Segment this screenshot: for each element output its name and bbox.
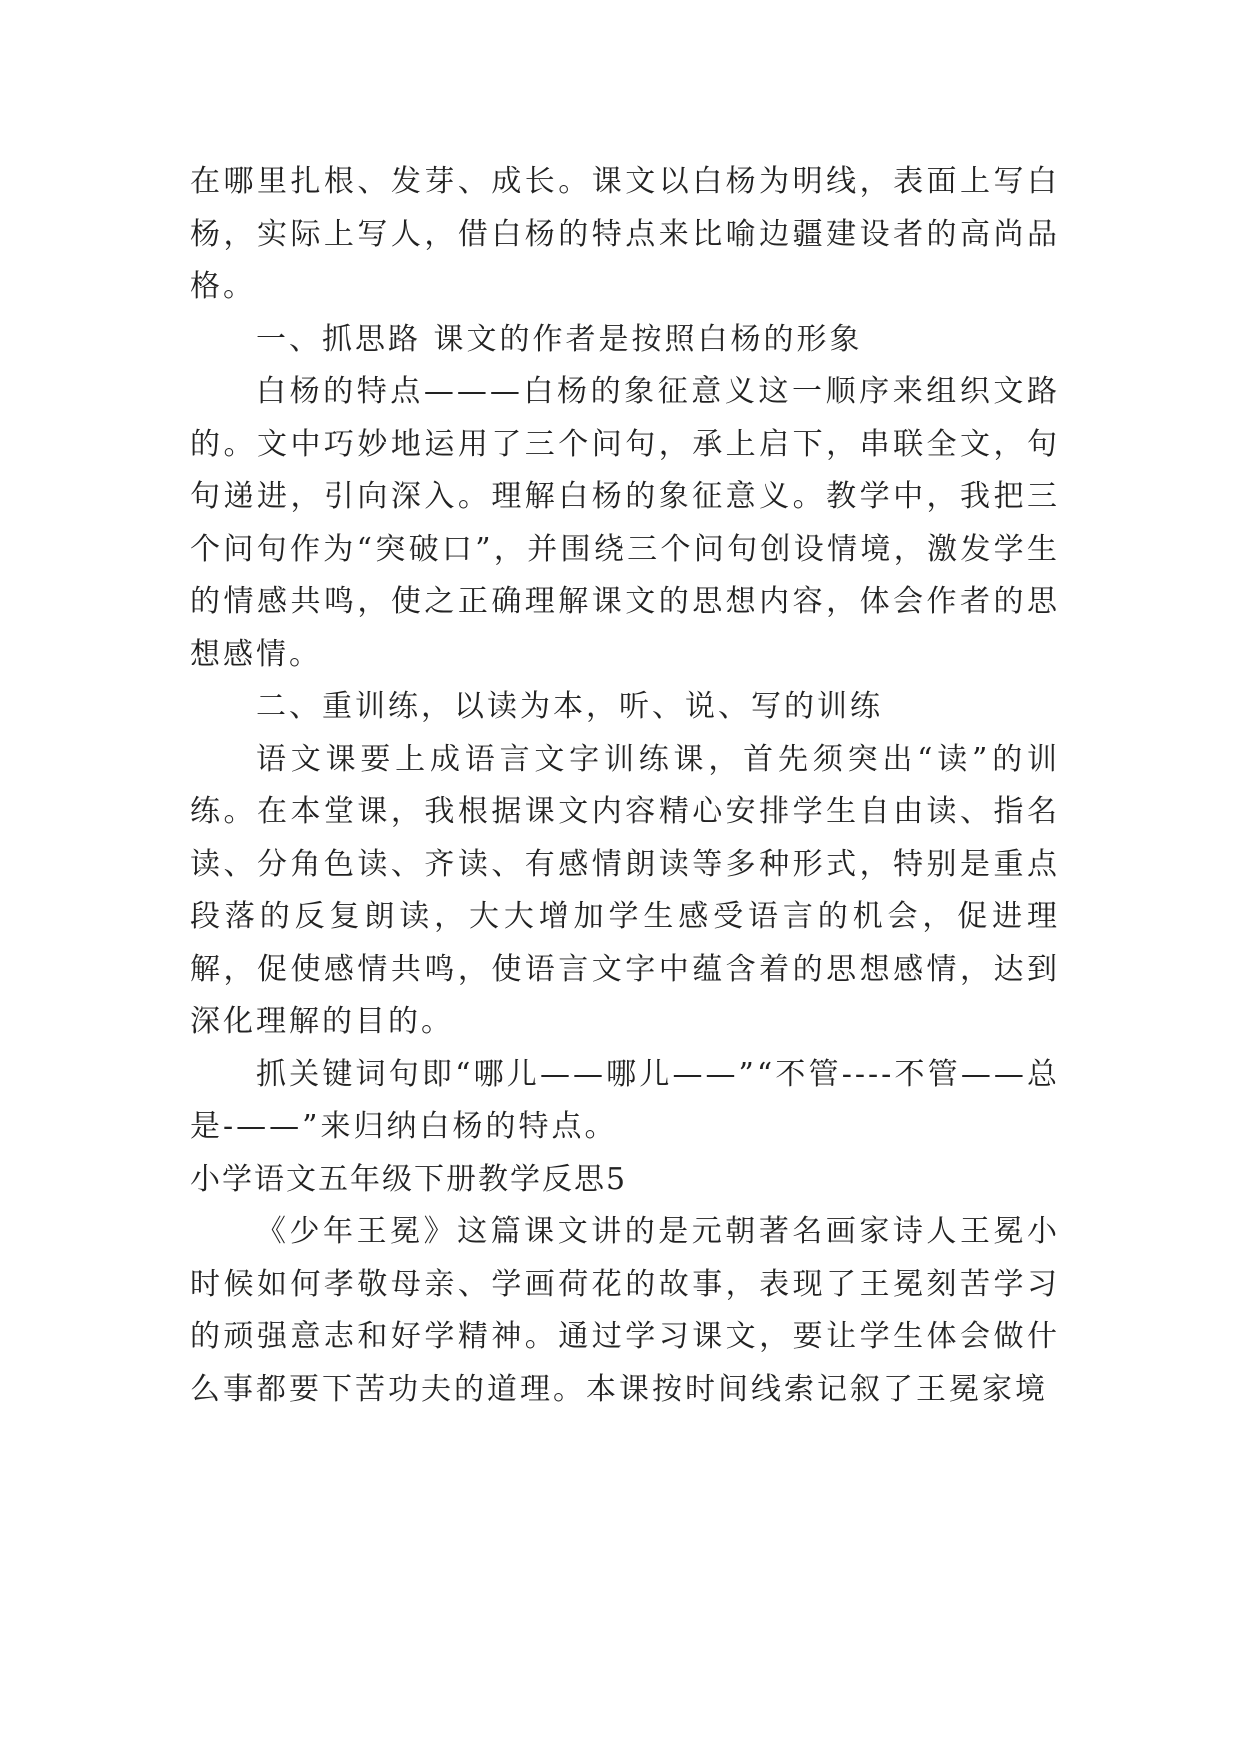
paragraph-2: 一、抓思路 课文的作者是按照白杨的形象 xyxy=(256,321,863,357)
paragraph-3: 白杨的特点———白杨的象征意义这一顺序来组织文路的。文中巧妙地运用了三个问句，承上启下，串联全文，句句递进，引向深入。理解白杨的象征意义。教学中，我把三个问句作为“突破口”，并围绕三个问句创设情境，激发学生的情感共鸣，使之正确理解课文的思想内容，体会作者的思想感情。 xyxy=(190,374,1060,672)
paragraph-1: 在哪里扎根、发芽、成长。课文以白杨为明线，表面上写白杨，实际上写人，借白杨的特点来比喻边疆建设者的高尚品格。 xyxy=(190,164,1060,304)
section-heading: 小学语文五年级下册教学反思5 xyxy=(190,1161,628,1197)
paragraph-6: 抓关键词句即“哪儿——哪儿——”“不管----不管——总是-——”来归纳白杨的特点。 xyxy=(190,1056,1060,1144)
document-body xyxy=(190,156,1060,1416)
paragraph-5: 语文课要上成语言文字训练课，首先须突出“读”的训练。在本堂课，我根据课文内容精心安排学生自由读、指名读、分角色读、齐读、有感情朗读等多种形式，特别是重点段落的反复朗读，大大增加学生感受语言的机会，促进理解，促使感情共鸣，使语言文字中蕴含着的思想感情，达到深化理解的目的。 xyxy=(190,741,1060,1039)
paragraph-4: 二、重训练，以读为本，听、说、写的训练 xyxy=(256,689,883,724)
paragraph-7: 《少年王冕》这篇课文讲的是元朝著名画家诗人王冕小时候如何孝敬母亲、学画荷花的故事，表现了王冕刻苦学习的顽强意志和好学精神。通过学习课文，要让学生体会做什么事都要下苦功夫的道理。本课按时间线索记叙了王冕家境 xyxy=(190,1214,1060,1407)
